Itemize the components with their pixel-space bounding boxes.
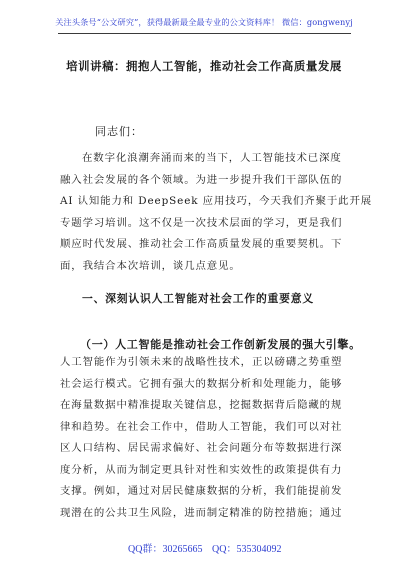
body-line: 支撑。例如，通过对居民健康数据的分析，我们能提前发 [60,485,343,497]
intro-paragraph [60,148,373,277]
intro-line: 专题学习培训。这不仅是一次技术层面的学习，更是我们 [60,216,343,229]
header-banner: 关注头条号“公文研究”，获得最新最全最专业的公文资料库！ 微信：gongwenyj [55,17,353,27]
salutation: 同志们： [95,125,143,138]
body-paragraph [60,352,352,524]
body-line: 律和趋势。在社会工作中，借助人工智能，我们可以对社 [60,420,343,433]
section-heading: 一、深刻认识人工智能对社会工作的重要意义 [82,292,314,305]
body-line: 区人口结构、居民需求偏好、社会问题分布等数据进行深 [60,442,343,454]
intro-line: 顺应时代发展、推动社会工作高质量发展的重要契机。下 [60,238,343,250]
body-line: 社会运行模式。它拥有强大的数据分析和处理能力，能够 [60,377,343,390]
footer-qq-contact: QQ：535304092 [212,544,282,555]
intro-line: 面，我结合本次培训，谈几点意见。 [60,259,241,272]
intro-line: 融入社会发展的各个领域。为进一步提升我们干部队伍的 [60,173,343,186]
body-line: 现潜在的公共卫生风险，进而制定精准的防控措施；通过 [60,506,343,519]
body-line: 人工智能作为引领未来的战略性技术，正以磅礴之势重塑 [60,356,343,368]
body-line: 度分析，从而为制定更具针对性和实效性的政策提供有力 [60,463,343,476]
intro-line: AI 认知能力和 DeepSeek 应用技巧，今天我们齐聚于此开展 [60,195,373,207]
intro-line: 在数字化浪潮奔涌而来的当下，人工智能技术已深度 [82,152,342,164]
footer-qq-group: QQ群：30265665 [128,544,203,555]
document-title: 培训讲稿：拥抱人工智能，推动社会工作高质量发展 [66,59,342,73]
body-line: 在海量数据中精准提取关键信息，挖掘数据背后隐藏的规 [60,399,343,411]
header-divider [58,33,351,34]
subsection-heading: （一）人工智能是推动社会工作创新发展的强大引擎。 [80,338,361,351]
